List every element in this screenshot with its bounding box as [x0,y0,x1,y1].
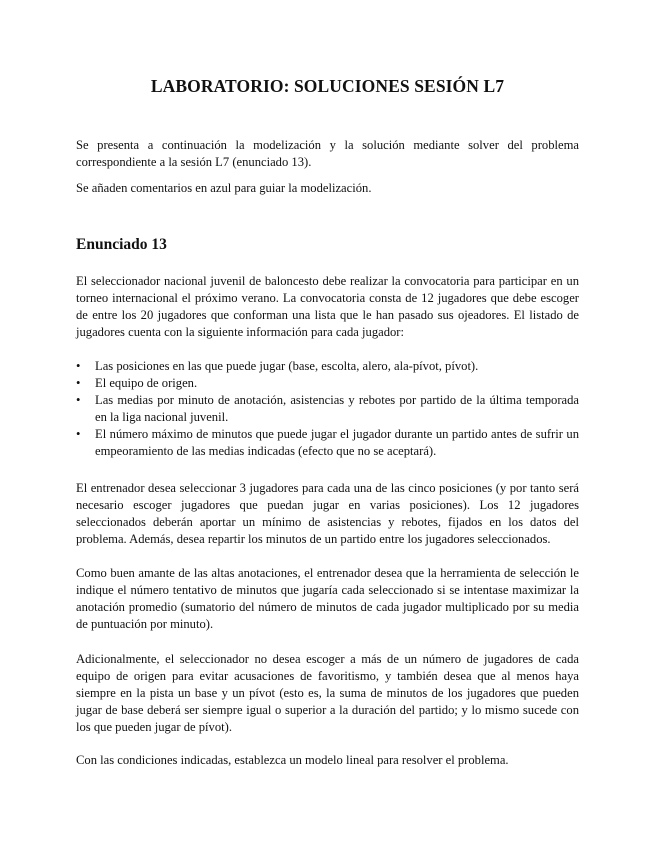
intro-paragraph-1: Se presenta a continuación la modelización y la solución mediante solver del problema correspondiente a la sesión L7 (enunciado 13). [76,138,579,169]
problem-paragraph-2: El entrenador desea seleccionar 3 jugadores para cada una de las cinco posiciones (y por tanto será necesario escoger jugadores que puedan jugar en varias posiciones). Los 12 jugadores seleccionados deberán aportar un mínimo de asistencias y rebotes, fijados en los datos del problema. Además, desea repartir los minutos de un partido entre los jugadores seleccionados. [76,481,579,546]
intro-paragraph-2: Se añaden comentarios en azul para guiar la modelización. [76,181,372,195]
section-heading: Enunciado 13 [76,236,167,253]
bullet-item [76,392,579,426]
bullet-icon: • [76,376,81,390]
bullet-text: Las posiciones en las que puede jugar (base, escolta, alero, ala-pívot, pívot). [95,359,479,373]
bullet-item [76,426,579,460]
bullet-icon: • [76,393,81,407]
bullet-icon: • [76,359,81,373]
bullet-item [76,375,579,392]
info-bullet-list [76,358,579,460]
document-title: LABORATORIO: SOLUCIONES SESIÓN L7 [150,76,505,96]
bullet-text: El número máximo de minutos que puede jugar el jugador durante un partido antes de sufrir un empeoramiento de las medias indicadas (efecto que no se aceptará). [95,427,579,458]
problem-paragraph-3: Como buen amante de las altas anotaciones, el entrenador desea que la herramienta de selección le indique el número tentativo de minutos que jugaría cada seleccionado si se intentase maximizar la anotación promedio (sumatorio del número de minutos de cada jugador multiplicado por su media de puntuación por minuto). [76,566,579,631]
bullet-icon: • [76,427,81,441]
bullet-text: El equipo de origen. [95,376,198,390]
problem-paragraph-4: Adicionalmente, el seleccionador no desea escoger a más de un número de jugadores de cada equipo de origen para evitar acusaciones de favoritismo, y también desea que al menos haya siempre en la pista un base y un pívot (esto es, la suma de minutos de los jugadores que pueden jugar de base deberá ser siempre igual o superior a la duración del partido; y lo mismo sucede con los que pueden jugar de pívot). [76,652,579,734]
bullet-item [76,358,579,375]
problem-paragraph-1: El seleccionador nacional juvenil de baloncesto debe realizar la convocatoria para participar en un torneo internacional el próximo verano. La convocatoria consta de 12 jugadores que debe escoger de entre los 20 jugadores que conforman una lista que le han pasado sus ojeadores. El listado de jugadores cuenta con la siguiente información para cada jugador: [76,274,579,339]
bullet-text: Las medias por minuto de anotación, asistencias y rebotes por partido de la última temporada en la liga nacional juvenil. [95,393,579,424]
problem-paragraph-5: Con las condiciones indicadas, establezca un modelo lineal para resolver el problema. [76,753,509,767]
